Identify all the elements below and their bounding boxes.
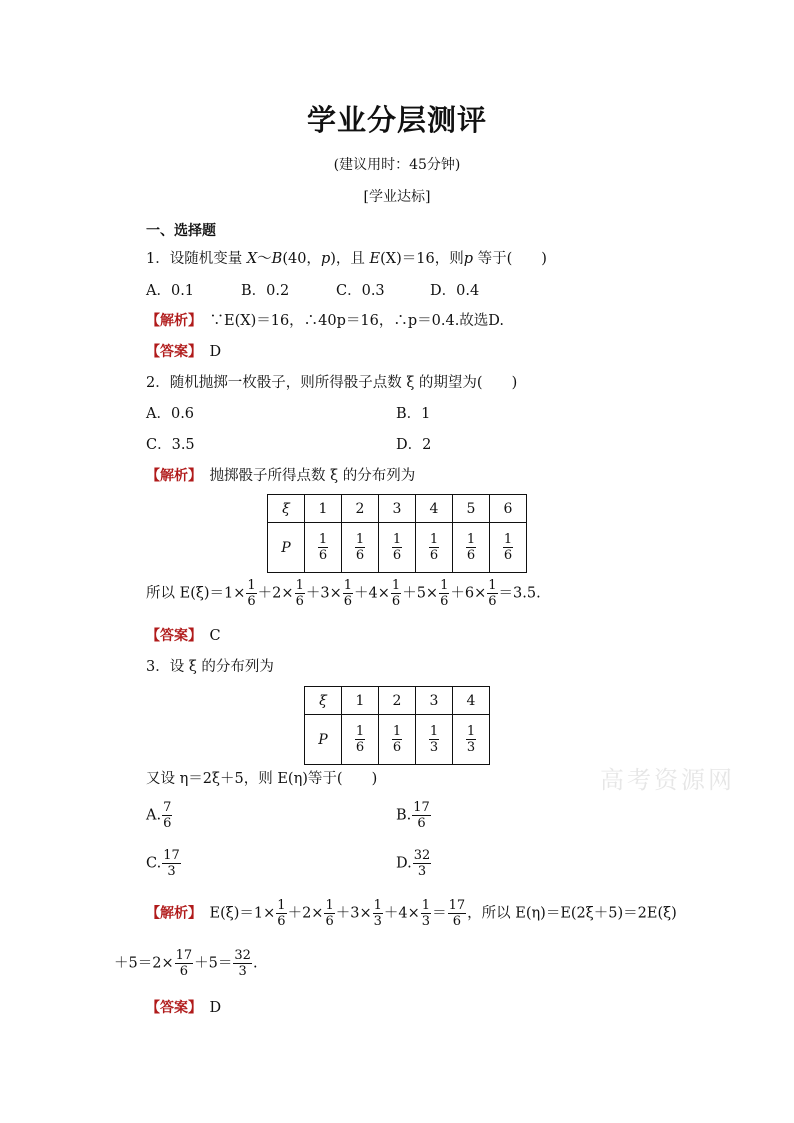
table-cell: $\frac{1}{6}$	[490, 523, 527, 573]
page-title: 学业分层测评	[306, 103, 487, 137]
time-note: (建议用时：45分钟)	[333, 157, 461, 173]
q3-stem2: 又设 η＝2ξ＋5，则 E(η)等于( )	[146, 771, 378, 787]
table-cell: 2	[342, 495, 379, 523]
table-cell: 5	[453, 495, 490, 523]
q3-option-c: C. $\frac{17}{3}$	[146, 848, 180, 879]
q2-conclusion: 所以 E(ξ)＝1× $\frac{1}{6}$ ＋2× $\frac{1}{6}$ ＋3× $\frac{1}{6}$ ＋4× $\frac{1}{6}$ ＋5× $\frac{1}{6}$ ＋6× $\frac{1}{6}$ ＝3.5.	[146, 578, 541, 609]
table-header-cell: ξ	[305, 687, 342, 715]
answer-tag: 【答案】	[146, 628, 195, 644]
table-cell: 3	[416, 687, 453, 715]
q3-option-a: A. $\frac{7}{6}$	[146, 800, 172, 831]
q2-analysis: 【解析】 抛掷骰子所得点数 ξ 的分布列为	[146, 468, 416, 484]
analysis-tag: 【解析】	[146, 313, 195, 329]
table-cell: $\frac{1}{6}$	[305, 523, 342, 573]
table-cell: 6	[490, 495, 527, 523]
table-header-cell: ξ	[268, 495, 305, 523]
table-cell: 4	[416, 495, 453, 523]
q3-answer: 【答案】 D	[146, 1000, 222, 1016]
table-cell: 4	[453, 687, 490, 715]
q1-answer: 【答案】 D	[146, 344, 222, 360]
table-cell: $\frac{1}{6}$	[342, 715, 379, 765]
q1-stem: 1．设随机变量 X～B(40，p)，且 E(X)＝16，则p 等于( )	[146, 251, 547, 267]
q1-option-a: A．0.1	[146, 283, 195, 299]
q2-stem: 2．随机抛掷一枚骰子，则所得骰子点数 ξ 的期望为( )	[146, 375, 518, 391]
watermark: 高考资源网	[600, 766, 735, 794]
q3-analysis-line2: ＋5＝2× $\frac{17}{6}$ ＋5＝ $\frac{32}{3}$ .	[114, 948, 258, 979]
q2-answer: 【答案】 C	[146, 628, 221, 644]
q2-option-d: D．2	[396, 437, 432, 453]
q2-option-b: B．1	[396, 406, 431, 422]
analysis-tag: 【解析】	[146, 905, 195, 922]
q3-stem: 3．设 ξ 的分布列为	[146, 659, 274, 675]
q3-distribution-table	[304, 686, 490, 765]
q3-option-d: D. $\frac{32}{3}$	[396, 848, 431, 879]
q3-option-b: B. $\frac{17}{6}$	[396, 800, 430, 831]
table-cell: $\frac{1}{6}$	[379, 715, 416, 765]
table-cell: 1	[305, 495, 342, 523]
level-label: [学业达标]	[363, 189, 431, 205]
analysis-tag: 【解析】	[146, 468, 195, 484]
table-header-cell: P	[305, 715, 342, 765]
q1-option-b: B．0.2	[241, 283, 290, 299]
q2-distribution-table	[267, 494, 527, 573]
q2-option-a: A．0.6	[146, 406, 195, 422]
answer-tag: 【答案】	[146, 1000, 195, 1016]
q1-option-d: D．0.4	[430, 283, 480, 299]
q1-analysis: 【解析】 ∵E(X)＝16，∴40p＝16，∴p＝0.4.故选D.	[146, 313, 505, 329]
q2-option-c: C．3.5	[146, 437, 195, 453]
section-heading: 一、选择题	[146, 223, 216, 239]
table-cell: 1	[342, 687, 379, 715]
q1-option-c: C．0.3	[336, 283, 385, 299]
q3-analysis-line1: 【解析】 E(ξ)＝1× $\frac{1}{6}$ ＋2× $\frac{1}{6}$ ＋3× $\frac{1}{3}$ ＋4× $\frac{1}{3}$ ＝ $\frac{17}{6}$ ，所以 E(η)＝E(2ξ＋5)＝2E(ξ)	[146, 898, 677, 929]
table-cell: $\frac{1}{6}$	[379, 523, 416, 573]
table-cell: $\frac{1}{6}$	[342, 523, 379, 573]
table-cell: 3	[379, 495, 416, 523]
table-cell: $\frac{1}{3}$	[453, 715, 490, 765]
table-cell: $\frac{1}{6}$	[416, 523, 453, 573]
table-cell: 2	[379, 687, 416, 715]
answer-tag: 【答案】	[146, 344, 195, 360]
table-cell: $\frac{1}{3}$	[416, 715, 453, 765]
table-header-cell: P	[268, 523, 305, 573]
table-cell: $\frac{1}{6}$	[453, 523, 490, 573]
